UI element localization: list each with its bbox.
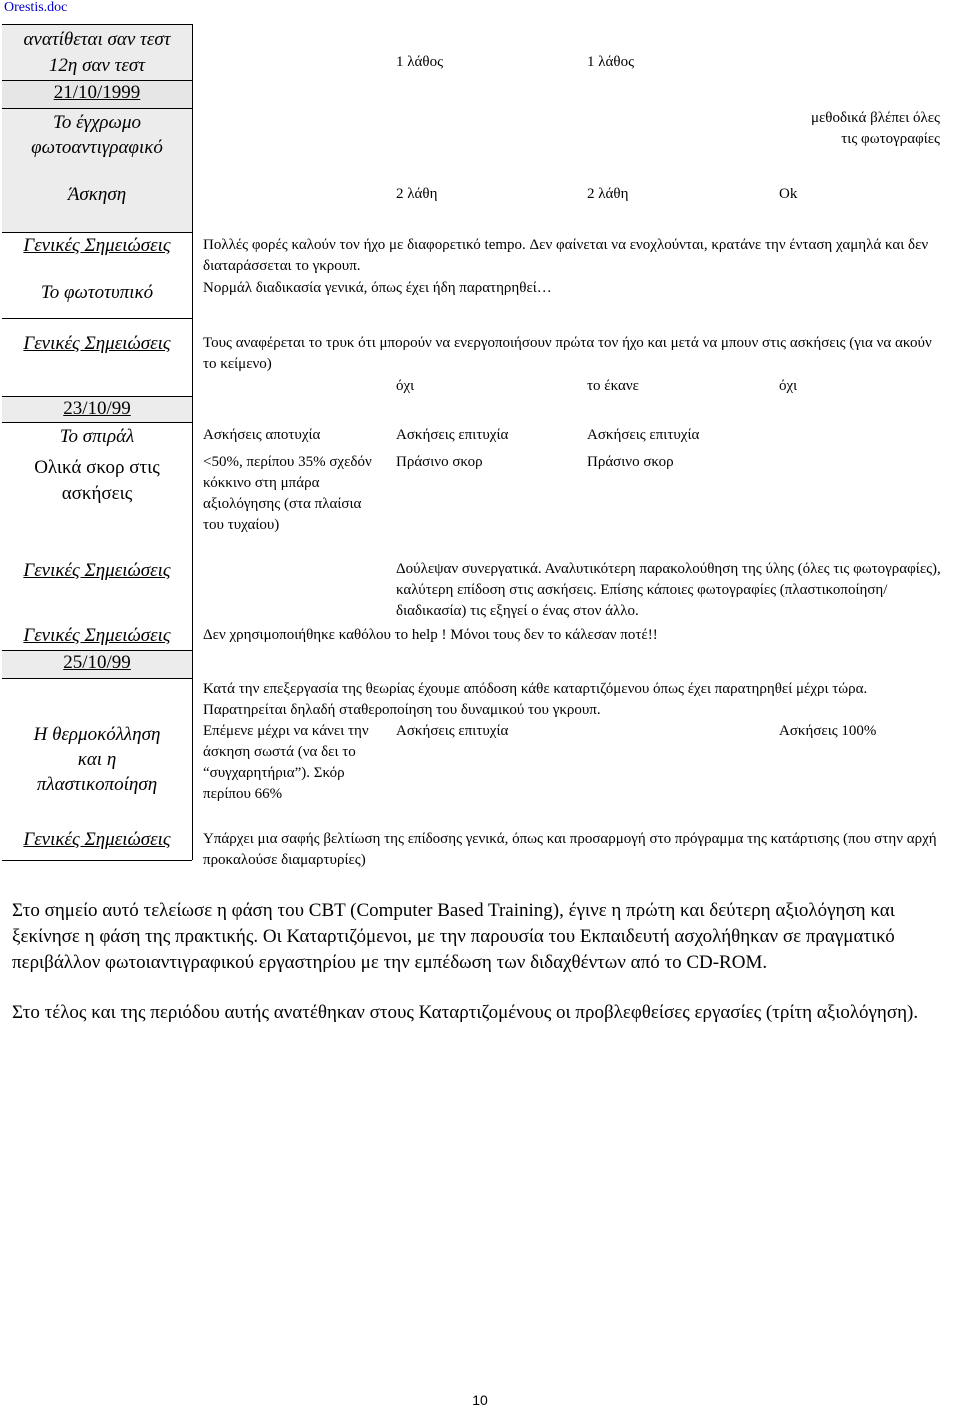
general-notes-label-3: Γενικές Σημειώσεις bbox=[23, 560, 171, 581]
row-label-lamination-l3: πλαστικοποίηση bbox=[36, 774, 158, 795]
color-copier-note-l1: μεθοδικά βλέπει όλες bbox=[810, 110, 940, 126]
document-filename: Orestis.doc bbox=[4, 0, 68, 15]
date-25-10-99: 25/10/99 bbox=[63, 652, 131, 673]
general-notes-label-5: Γενικές Σημειώσεις bbox=[23, 829, 171, 850]
row-label-total-score-l2: ασκήσεις bbox=[61, 483, 133, 504]
exercise-result-ok: Ok bbox=[779, 186, 798, 202]
color-copier-note-l2: τις φωτογραφίες bbox=[841, 131, 940, 147]
row-label-copier: Το φωτοτυπικό bbox=[40, 282, 154, 303]
result-no-a: όχι bbox=[396, 378, 415, 394]
result-1-error-a: 1 λάθος bbox=[396, 54, 444, 70]
color-copier-note bbox=[760, 108, 940, 150]
row-label-lamination bbox=[2, 722, 192, 797]
result-no-b: όχι bbox=[779, 378, 798, 394]
spiral-result-success-a: Ασκήσεις επιτυχία bbox=[396, 427, 509, 443]
date-21-10-1999: 21/10/1999 bbox=[53, 82, 141, 103]
row-label-color-copier-l1: Το έγχρωμο bbox=[53, 112, 141, 133]
rule bbox=[2, 422, 192, 423]
general-notes-text-5: Υπάρχει μια σαφής βελτίωση της επίδοσης γενικά, όπως και προσαρμογή στο πρόγραμμα της κατάρτισης (που στην αρχή προκαλούσε διαμαρτυρίες) bbox=[203, 831, 937, 868]
general-notes-text-3: Δούλεψαν συνεργατικά. Αναλυτικότερη παρακολούθηση της ύλης (όλες τις φωτογραφίες), καλύτερη επίδοση στις ασκήσεις. Επίσης κάποιες φωτογραφίες (πλαστικοποίηση/διαδικασία) τις εξηγεί ο ένας στον άλλο. bbox=[396, 561, 941, 619]
general-notes-text-1: Πολλές φορές καλούν τον ήχο με διαφορετικό tempo. Δεν φαίνεται να ενοχλούνται, κρατάνε την ένταση χαμηλά και δεν διαταράσσεται το γκρουπ. bbox=[203, 237, 929, 274]
date-23-10-99: 23/10/99 bbox=[63, 398, 131, 419]
spiral-result-fail: Ασκήσεις αποτυχία bbox=[203, 427, 321, 443]
result-did-it: το έκανε bbox=[587, 378, 639, 394]
spiral-result-success-b: Ασκήσεις επιτυχία bbox=[587, 427, 700, 443]
rule bbox=[2, 232, 192, 233]
page-number: 10 bbox=[472, 1392, 488, 1408]
body-paragraph-2: Στο τέλος και της περιόδου αυτής ανατέθηκαν στους Καταρτιζομένους οι προβλεφθείσες εργασίες (τρίτη αξιολόγηση). bbox=[12, 1002, 919, 1023]
rule bbox=[2, 24, 192, 25]
general-notes-text-2: Τους αναφέρεται το τρυκ ότι μπορούν να ενεργοποιήσουν πρώτα τον ήχο και μετά να μπουν στις ασκήσεις (για να ακούν το κείμενο) bbox=[203, 335, 932, 372]
row-label-assigned: ανατίθεται σαν τεστ bbox=[23, 29, 171, 50]
rule bbox=[2, 860, 192, 861]
body-paragraph-1: Στο σημείο αυτό τελείωσε η φάση του CBT (Computer Based Training), έγινε η πρώτη και δεύτερη αξιολόγηση και ξεκίνησε η φάση της πρακτικής. Οι Καταρτιζόμενοι, με την παρουσία του Εκπαιδευτή ασχολήθηκαν σε πραγματικό περιβάλλον φωτοιαντιγραφικού εργαστηρίου με την εμπέδωση των διδαχθέντων από το CD-ROM. bbox=[12, 900, 895, 973]
row-label-12th-text: 12η σαν τεστ bbox=[48, 55, 146, 76]
row-label-exercise: Άσκηση bbox=[67, 184, 127, 205]
copier-text: Νορμάλ διαδικασία γενικά, όπως έχει ήδη παρατηρηθεί… bbox=[203, 280, 552, 296]
row-label-color-copier-l2: φωτοαντιγραφικό bbox=[31, 137, 163, 158]
score-cell-fail: <50%, περίπου 35% σχεδόν κόκκινο στη μπάρα αξιολόγησης (στα πλαίσια του τυχαίου) bbox=[203, 454, 372, 533]
exercise-result-b: 2 λάθη bbox=[587, 186, 629, 202]
lamination-cell-persisted: Επέμενε μέχρι να κάνει την άσκηση σωστά (να δει το “συγχαρητήρια”). Σκόρ περίπου 66% bbox=[203, 723, 369, 802]
rule bbox=[2, 678, 192, 679]
row-label-color-copier bbox=[2, 110, 192, 160]
column-divider bbox=[192, 24, 193, 860]
row-label-lamination-l1: Η θερμοκόλληση bbox=[33, 724, 161, 745]
row-label-spiral: Το σπιράλ bbox=[59, 426, 135, 447]
rule bbox=[2, 650, 192, 651]
lamination-cell-success: Ασκήσεις επιτυχία bbox=[396, 723, 509, 739]
observation-text: Κατά την επεξεργασία της θεωρίας έχουμε απόδοση κάθε καταρτιζόμενου όπως έχει παρατηρηθεί μέχρι τώρα. Παρατηρείται δηλαδή σταθεροποίηση του δυναμικού του γκρουπ. bbox=[203, 681, 868, 718]
score-cell-green-a: Πράσινο σκορ bbox=[396, 454, 483, 470]
exercise-result-a: 2 λάθη bbox=[396, 186, 438, 202]
rule bbox=[2, 108, 192, 109]
rule bbox=[2, 396, 192, 397]
rule bbox=[2, 80, 192, 81]
general-notes-label-1: Γενικές Σημειώσεις bbox=[23, 235, 171, 256]
result-1-error-b: 1 λάθος bbox=[587, 54, 635, 70]
general-notes-text-4: Δεν χρησιμοποιήθηκε καθόλου το help ! Μόνοι τους δεν το κάλεσαν ποτέ!! bbox=[203, 627, 658, 643]
row-label-lamination-l2: και η bbox=[77, 749, 117, 770]
score-cell-green-b: Πράσινο σκορ bbox=[587, 454, 674, 470]
rule bbox=[2, 318, 192, 319]
row-label-total-score bbox=[2, 455, 192, 507]
lamination-cell-100: Ασκήσεις 100% bbox=[779, 723, 877, 739]
general-notes-label-4: Γενικές Σημειώσεις bbox=[23, 625, 171, 646]
general-notes-label-2: Γενικές Σημειώσεις bbox=[23, 333, 171, 354]
row-label-12th bbox=[2, 55, 192, 77]
row-label-total-score-l1: Ολικά σκορ στις bbox=[34, 457, 160, 478]
